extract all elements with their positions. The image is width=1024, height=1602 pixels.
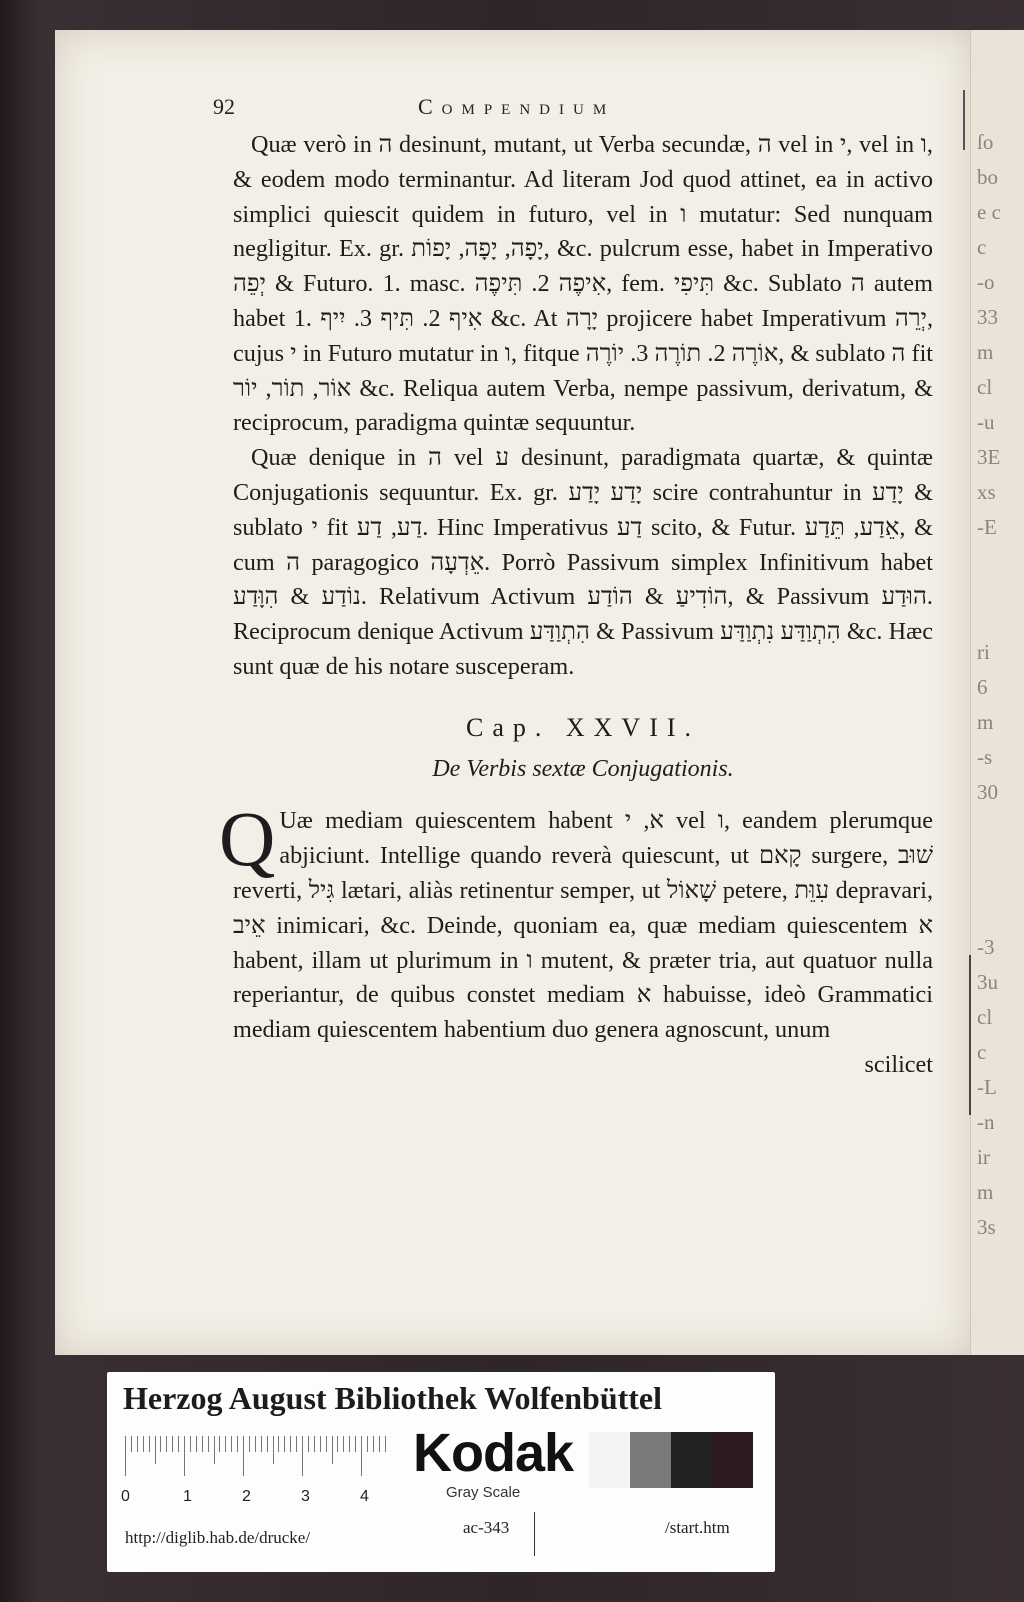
next-page-fragment: 30 [977, 780, 998, 804]
next-page-fragment: -E [977, 515, 997, 539]
ruler-tick [166, 1436, 167, 1452]
ruler-tick [255, 1436, 256, 1452]
ruler-tick [131, 1436, 132, 1452]
next-page-fragment: -n [977, 1110, 995, 1134]
ruler-tick [284, 1436, 285, 1452]
next-page-fragment: 3s [977, 1215, 996, 1239]
ruler-tick [261, 1436, 262, 1452]
ruler-tick [196, 1436, 197, 1452]
chapter-subtitle: De Verbis sextæ Conjugationis. [432, 755, 734, 782]
catchword: scilicet [864, 1050, 933, 1078]
next-page-fragment: m [977, 340, 994, 364]
ruler-number: 0 [121, 1488, 130, 1505]
gray-patch [589, 1432, 630, 1488]
gray-scale-label: Gray Scale [446, 1484, 521, 1501]
ruler-tick [273, 1436, 274, 1464]
ruler-number: 1 [183, 1488, 192, 1505]
next-page-fragment: bo [977, 165, 998, 189]
next-page-fragment: 6 [977, 675, 988, 699]
ruler-tick [249, 1436, 250, 1452]
ruler-tick [172, 1436, 173, 1452]
ruler-number: 4 [360, 1488, 369, 1505]
ruler-tick [373, 1436, 374, 1452]
ruler-tick [320, 1436, 321, 1452]
next-page-fragment: c [977, 1040, 987, 1064]
ruler-tick [355, 1436, 356, 1452]
next-page-fragment: -s [977, 745, 993, 769]
page-edge-mark [963, 90, 965, 150]
page-number: 92 [213, 94, 235, 119]
next-page-fragment: ſo [977, 130, 994, 154]
running-head: Compendium [418, 94, 616, 119]
next-page-fragment: -3 [977, 935, 995, 959]
ruler-tick [149, 1436, 150, 1452]
ruler-tick [314, 1436, 315, 1452]
ruler-tick [237, 1436, 238, 1452]
next-page-fragment: 3E [977, 445, 1001, 469]
paragraph: Quæ verò in ה desinunt, mutant, ut Verba secundæ, ה vel in י, vel in ו, & eodem modo terminantur. Ad literam Jod quod attinet, ea in activo simplici quiescit quidem in futuro, vel in ו mutatur: Sed nunquam negligitur. Ex. gr. יָפָה, יָפָה, יָפוֹת, &c. pulcrum esse, habet in Imperativo יְפֵה & Futuro. 1. masc. אִיפֶה 2. תִּיפֶה, fem. תִּיפִי &c. Sublato ה autem habet 1. אִיף 2. תִּיף 3. יִיף &c. At יָרָה projicere habet Imperativum יְרֵה, cujus י in Futuro mutatur in ו, fitque אוֹרֶה 2. תוֹרֶה 3. יוֹרֶה, & sublato ה fit אוֹר, תוֹר, יוֹר &c. Reliqua autem Verba, nempe passivum, derivatum, & reciprocum, paradigma quintæ sequuntur. [233, 131, 934, 437]
kodak-logo: Kodak [413, 1423, 574, 1483]
ruler-tick [302, 1436, 303, 1476]
next-page-fragment: ri [977, 640, 990, 664]
ruler-tick [379, 1436, 380, 1452]
ruler-tick [214, 1436, 215, 1464]
next-page-fragment: xs [977, 480, 996, 504]
ruler-tick [202, 1436, 203, 1452]
divider [534, 1512, 535, 1556]
ruler-tick [290, 1436, 291, 1452]
ruler-tick [243, 1436, 244, 1476]
next-page-fragment: -o [977, 270, 995, 294]
page-edge-mark [969, 955, 971, 1115]
gray-patch [671, 1432, 712, 1488]
ruler-tick [208, 1436, 209, 1452]
start-link: /start.htm [665, 1518, 730, 1537]
ruler-tick [143, 1436, 144, 1452]
ruler-tick [343, 1436, 344, 1452]
ruler-tick [332, 1436, 333, 1464]
ruler-tick [231, 1436, 232, 1452]
gray-patch [712, 1432, 753, 1488]
ruler-tick [349, 1436, 350, 1452]
ruler-tick [160, 1436, 161, 1452]
ruler-tick [367, 1436, 368, 1452]
ruler-tick [385, 1436, 386, 1452]
text-block [219, 128, 934, 1083]
ruler-tick [155, 1436, 156, 1464]
next-page-fragment: c [977, 235, 987, 259]
ruler-tick [219, 1436, 220, 1452]
next-page-fragment: 33 [977, 305, 998, 329]
paragraph: Quæ denique in ה vel ע desinunt, paradigmata quartæ, & quintæ Conjugationis sequuntur. Ex. gr. יָדַע יָדַע scire contrahuntur in יָדַע & sublato י fit דַע, דַע. Hinc Imperativus דַע scito, & Futur. אֵדַע, תֵּדַע, & cum ה paragogico אֵדְעָה. Porrò Passivum simplex Infinitivum habet נוֹדַע & הִוָּדַע. Relativum Activum הוֹדִיעַ & הוֹדַע, & Passivum הוּדַע. Reciprocum denique Activum הִתְוַדַּע & Passivum הִתְוַדַּע נִתְוַדַּע &c. Hæc sunt quæ de his notare susceperam. [233, 444, 933, 680]
drop-cap: Q [219, 795, 276, 883]
ruler-tick [184, 1436, 185, 1476]
library-url: http://diglib.hab.de/drucke/ [125, 1528, 311, 1547]
ruler-tick [225, 1436, 226, 1452]
ruler-scale [125, 1436, 387, 1482]
call-number: ac-343 [463, 1518, 510, 1537]
chapter-title: Cap. XXVII. [465, 712, 701, 742]
ruler-tick [308, 1436, 309, 1452]
ruler-tick [125, 1436, 126, 1476]
next-page-fragment: e c [977, 200, 1001, 224]
next-page-fragment: m [977, 1180, 994, 1204]
ruler-tick [296, 1436, 297, 1452]
next-page-fragment: 3u [977, 970, 998, 994]
chapter-paragraph [219, 795, 934, 1048]
ruler-tick [326, 1436, 327, 1452]
adjacent-page-fragment [970, 30, 1024, 1355]
next-page-fragment: -L [977, 1075, 997, 1099]
library-name: Herzog August Bibliothek Wolfenbüttel [123, 1380, 663, 1416]
next-page-fragment: ir [977, 1145, 990, 1169]
chapter-paragraph-text: Uæ mediam quiescentem habent א, י vel ו, eandem plerumque abjiciunt. Intellige quando reverà quiescunt, ut קָאם surgere, שׁוּב reverti, גִּיל lætari, aliàs retinentur semper, ut שָׁאוֹל petere, עִוֵּת depravari, אֵיב inimicari, &c. Deinde, quoniam ea, quæ mediam quiescentem א habent, illam ut plurimum in ו mutent, & præter tria, aut quatuor nulla reperiantur, de quibus constet mediam א habuisse, ideò Grammatici mediam quiescentem habentium duo genera agnoscunt, unum [233, 807, 934, 1044]
next-page-fragment: m [977, 710, 994, 734]
ruler-number: 2 [242, 1488, 251, 1505]
ruler-tick [361, 1436, 362, 1476]
ruler-number: 3 [301, 1488, 310, 1505]
gray-patch [630, 1432, 671, 1488]
gray-scale-patches [589, 1432, 753, 1488]
next-page-fragment: cl [977, 375, 993, 399]
ruler-tick [178, 1436, 179, 1452]
ruler-tick [137, 1436, 138, 1452]
next-page-fragment: -u [977, 410, 995, 434]
ruler-tick [267, 1436, 268, 1452]
next-page-fragment: cl [977, 1005, 993, 1029]
ruler-tick [337, 1436, 338, 1452]
ruler-tick [190, 1436, 191, 1452]
ruler-tick [278, 1436, 279, 1452]
color-calibration-card [107, 1372, 775, 1572]
